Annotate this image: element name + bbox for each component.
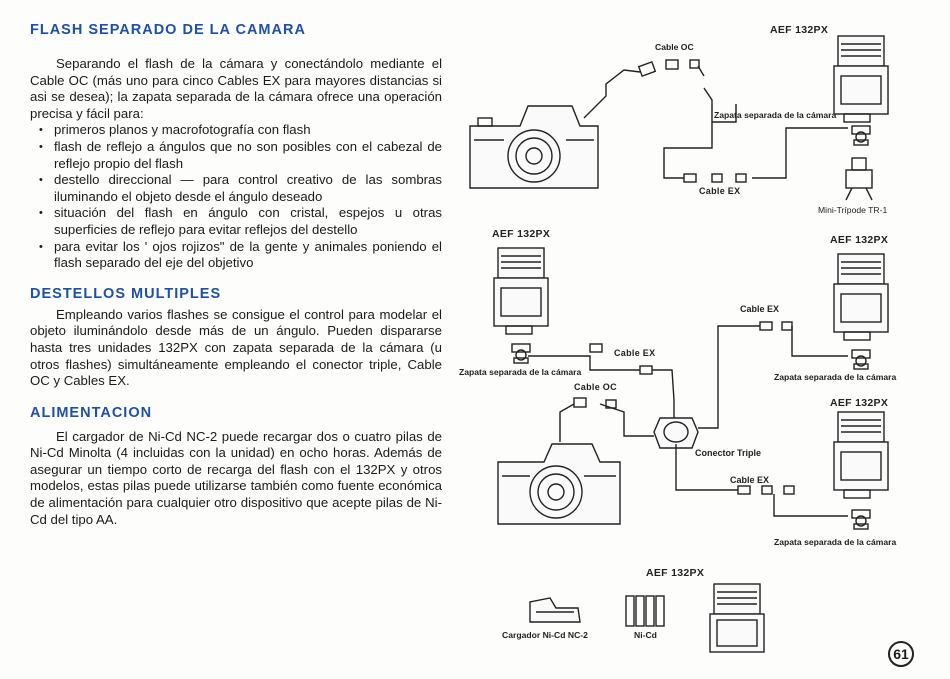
right1-cable-ex-label: Cable EX <box>740 304 780 314</box>
right1-flash-model-label: AEF 132PX <box>830 234 889 246</box>
right2-shoe-label: Zapata separada de la cámara <box>774 537 897 547</box>
cable-oc-top <box>584 60 704 118</box>
cable-right2-route-2 <box>774 494 848 516</box>
tripod-label: Mini-Trípode TR-1 <box>818 205 888 215</box>
multiple-section-body: Empleando varios flashes se consigue el control para modelar el objeto iluminándolo desde más de un ángulo. Pueden dispararse hasta tres unidades 132PX con zapata separada de la cámara (u otros flashes) simultáneamente empleando el conector triple, Cable OC y Cables EX. <box>30 306 442 389</box>
bottom-flash-model-label: AEF 132PX <box>646 567 705 579</box>
camera-middle <box>498 444 620 524</box>
cable-ex-left-route <box>652 370 674 420</box>
cable-top-route-2 <box>752 128 848 178</box>
shoe-left <box>512 344 530 363</box>
shoe-top <box>852 126 870 145</box>
right1-shoe-label: Zapata separada de la cámara <box>774 372 897 382</box>
tripod <box>846 158 872 200</box>
shoe-right1 <box>852 350 870 369</box>
list-item: • para evitar los ' ojos rojizos" de la gente y animales poniendo el flash separado del eje del objetivo <box>30 239 442 272</box>
left-shoe-label: Zapata separada de la cámara <box>459 367 582 377</box>
top-cable-ex-label: Cable EX <box>699 186 741 196</box>
cable-ex-top <box>684 174 746 182</box>
charger <box>530 598 580 622</box>
page-number: 61 <box>888 641 914 667</box>
shoe-right2 <box>852 510 870 529</box>
batteries-label: Ni-Cd <box>634 630 657 640</box>
top-flash-model-label: AEF 132PX <box>770 24 829 36</box>
cable-right1-route <box>698 326 760 428</box>
right2-cable-ex-label: Cable EX <box>730 475 770 485</box>
flash-right2 <box>834 412 888 498</box>
cable-top-route <box>664 88 712 178</box>
list-item: • flash de reflejo a ángulos que no son posibles con el cabezal de reflejo propio del flash <box>30 139 442 172</box>
power-section-heading: ALIMENTACION <box>30 404 153 421</box>
list-item: • destello direccional — para control creativo de las sombras iluminando el objeto desde el ángulo deseado <box>30 172 442 205</box>
cable-ex-right2 <box>738 486 794 494</box>
cable-ex-right1 <box>760 322 792 330</box>
mid-cable-oc-label: Cable OC <box>574 382 617 392</box>
list-item: • primeros planos y macrofotografía con flash <box>30 122 442 139</box>
flash-section-intro: Separando el flash de la cámara y conectándolo mediante el Cable OC (más uno para cinco Cables EX para mayores distancias si asi se desea); la zapata separada de la cámara ofrece una operación precisa y fácil para: <box>30 56 442 121</box>
flash-right1 <box>834 254 888 340</box>
power-section-body: El cargador de Ni-Cd NC-2 puede recargar dos o cuatro pilas de Ni-Cd Minolta (4 incluidas con la unidad) en ocho horas. Además de asegurar un tiempo corto de recarga del flash con el 132PX y otros modelos, estas pilas puede utilizarse también como fuente económica de alimentación para cualquier otro dispositivo que acepte pilas de Ni-Cd del tipo AA. <box>30 428 442 527</box>
flash-top <box>834 36 888 122</box>
top-cable-oc-label: Cable OC <box>655 42 694 52</box>
left-flash-model-label: AEF 132PX <box>492 228 551 240</box>
flash-section-heading: FLASH SEPARADO DE LA CAMARA <box>30 22 306 38</box>
top-shoe-label: Zapata separada de la cámara <box>714 110 837 120</box>
cable-oc-middle <box>560 398 654 442</box>
triple-connector <box>654 418 698 448</box>
multiple-section-heading: DESTELLOS MULTIPLES <box>30 285 222 302</box>
right2-flash-model-label: AEF 132PX <box>830 397 889 409</box>
triple-connector-label: Conector Triple <box>695 448 762 458</box>
mid-cable-ex-left-label: Cable EX <box>614 348 656 358</box>
charger-label: Cargador Ni-Cd NC-2 <box>502 630 588 640</box>
batteries <box>626 596 664 626</box>
camera-top <box>470 106 598 188</box>
list-item: • situación del flash en ángulo con cristal, espejos u otras superficies de reflejo para evitar reflejos del destello <box>30 205 442 238</box>
flash-left <box>494 248 548 334</box>
flash-bottom <box>710 584 764 652</box>
